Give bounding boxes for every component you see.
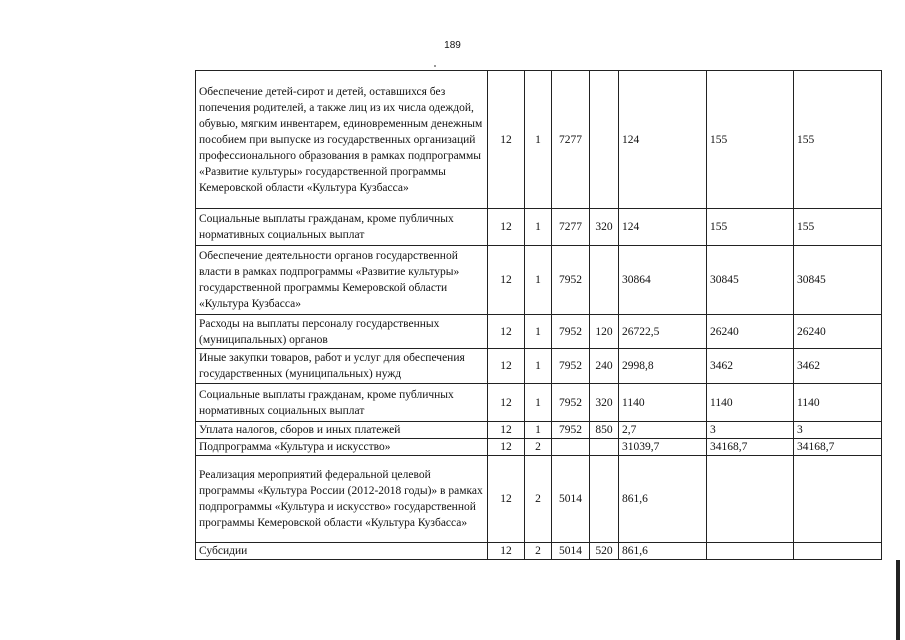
expense-type-code: 240 — [590, 349, 619, 384]
row-name: Иные закупки товаров, работ и услуг для обеспечения государственных (муниципальных) нужд — [196, 349, 488, 384]
amount-year-3: 1140 — [794, 384, 882, 422]
amount-year-2: 155 — [707, 71, 794, 209]
budget-table — [195, 70, 882, 560]
amount-year-2: 1140 — [707, 384, 794, 422]
table-row — [196, 71, 882, 209]
section-code: 12 — [488, 349, 525, 384]
table-row — [196, 209, 882, 246]
subsection-code: 2 — [525, 543, 552, 560]
expense-type-code — [590, 71, 619, 209]
amount-year-1: 124 — [619, 71, 707, 209]
target-code: 7952 — [552, 246, 590, 315]
row-name: Социальные выплаты гражданам, кроме публичных нормативных социальных выплат — [196, 209, 488, 246]
amount-year-1: 861,6 — [619, 543, 707, 560]
expense-type-code: 320 — [590, 384, 619, 422]
section-code: 12 — [488, 315, 525, 349]
table-row — [196, 246, 882, 315]
amount-year-1: 1140 — [619, 384, 707, 422]
row-name: Подпрограмма «Культура и искусство» — [196, 439, 488, 456]
subsection-code: 1 — [525, 71, 552, 209]
expense-type-code — [590, 456, 619, 543]
target-code: 7277 — [552, 209, 590, 246]
subsection-code: 1 — [525, 349, 552, 384]
expense-type-code: 850 — [590, 422, 619, 439]
amount-year-1: 31039,7 — [619, 439, 707, 456]
amount-year-2: 34168,7 — [707, 439, 794, 456]
table-row — [196, 456, 882, 543]
amount-year-3: 155 — [794, 209, 882, 246]
amount-year-1: 2998,8 — [619, 349, 707, 384]
target-code: 7952 — [552, 315, 590, 349]
row-name: Реализация мероприятий федеральной целевой программы «Культура России (2012-2018 годы)» в рамках подпрограммы «Культура и искусство» государственной программы Кемеровской области «Культура Кузбасса» — [196, 456, 488, 543]
amount-year-2: 26240 — [707, 315, 794, 349]
amount-year-3 — [794, 543, 882, 560]
table-row — [196, 422, 882, 439]
table-row — [196, 439, 882, 456]
section-code: 12 — [488, 71, 525, 209]
subsection-code: 1 — [525, 422, 552, 439]
section-code: 12 — [488, 422, 525, 439]
expense-type-code: 520 — [590, 543, 619, 560]
expense-type-code: 120 — [590, 315, 619, 349]
scan-speck — [434, 65, 436, 67]
expense-type-code — [590, 439, 619, 456]
subsection-code: 1 — [525, 246, 552, 315]
target-code — [552, 439, 590, 456]
amount-year-2: 30845 — [707, 246, 794, 315]
subsection-code: 2 — [525, 456, 552, 543]
amount-year-3: 3 — [794, 422, 882, 439]
row-name: Субсидии — [196, 543, 488, 560]
expense-type-code: 320 — [590, 209, 619, 246]
subsection-code: 1 — [525, 315, 552, 349]
row-name: Расходы на выплаты персоналу государственных (муниципальных) органов — [196, 315, 488, 349]
expense-type-code — [590, 246, 619, 315]
subsection-code: 2 — [525, 439, 552, 456]
amount-year-1: 2,7 — [619, 422, 707, 439]
section-code: 12 — [488, 384, 525, 422]
amount-year-3: 26240 — [794, 315, 882, 349]
table-row — [196, 349, 882, 384]
amount-year-3: 3462 — [794, 349, 882, 384]
amount-year-2 — [707, 543, 794, 560]
amount-year-1: 861,6 — [619, 456, 707, 543]
table-row — [196, 543, 882, 560]
target-code: 7952 — [552, 422, 590, 439]
scan-edge-mark — [896, 560, 900, 640]
target-code: 5014 — [552, 456, 590, 543]
section-code: 12 — [488, 246, 525, 315]
page-number: 189 — [444, 40, 461, 51]
row-name: Обеспечение деятельности органов государственной власти в рамках подпрограммы «Развитие культуры» государственной программы Кемеровской области «Культура Кузбасса» — [196, 246, 488, 315]
subsection-code: 1 — [525, 384, 552, 422]
section-code: 12 — [488, 209, 525, 246]
amount-year-3 — [794, 456, 882, 543]
amount-year-1: 124 — [619, 209, 707, 246]
amount-year-2 — [707, 456, 794, 543]
table-row — [196, 315, 882, 349]
table-row — [196, 384, 882, 422]
amount-year-3: 30845 — [794, 246, 882, 315]
amount-year-2: 155 — [707, 209, 794, 246]
row-name: Обеспечение детей-сирот и детей, оставшихся без попечения родителей, а также лиц из их числа одеждой, обувью, мягким инвентарем, единовременным денежным пособием при выпуске из государственных организаций профессионального образования в рамках подпрограммы «Развитие культуры» государственной программы Кемеровской области «Культура Кузбасса» — [196, 71, 488, 209]
amount-year-1: 26722,5 — [619, 315, 707, 349]
amount-year-3: 34168,7 — [794, 439, 882, 456]
target-code: 7277 — [552, 71, 590, 209]
amount-year-3: 155 — [794, 71, 882, 209]
row-name: Уплата налогов, сборов и иных платежей — [196, 422, 488, 439]
subsection-code: 1 — [525, 209, 552, 246]
target-code: 7952 — [552, 384, 590, 422]
amount-year-2: 3462 — [707, 349, 794, 384]
section-code: 12 — [488, 543, 525, 560]
section-code: 12 — [488, 439, 525, 456]
amount-year-1: 30864 — [619, 246, 707, 315]
amount-year-2: 3 — [707, 422, 794, 439]
row-name: Социальные выплаты гражданам, кроме публичных нормативных социальных выплат — [196, 384, 488, 422]
target-code: 7952 — [552, 349, 590, 384]
section-code: 12 — [488, 456, 525, 543]
target-code: 5014 — [552, 543, 590, 560]
